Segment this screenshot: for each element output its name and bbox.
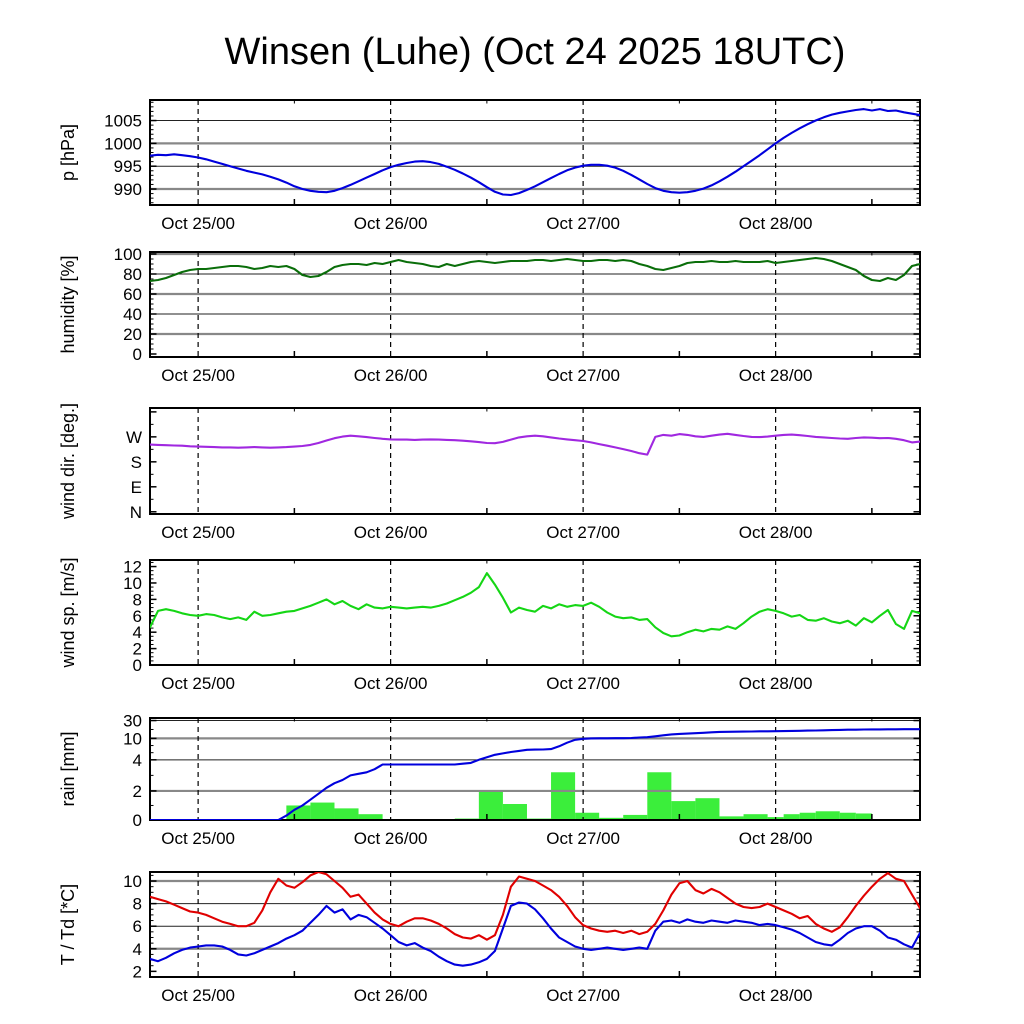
rain-bar [840,813,856,819]
y-tick-label: 8 [132,894,142,914]
y-tick-label: 80 [123,265,142,284]
panel-wind-direction [58,403,920,542]
y-tick-label: 0 [132,345,142,364]
rain-bar [479,791,503,819]
x-date-label: Oct 27/00 [546,986,620,1005]
rain-bar [744,814,768,819]
x-date-label: Oct 25/00 [161,366,235,385]
x-date-label: Oct 26/00 [353,366,428,385]
rain-bar [671,801,695,819]
y-tick-label: 1005 [104,111,142,131]
series-wind-direction [150,434,920,455]
series-dewpoint [150,903,920,966]
rain-bar [816,811,840,819]
y-tick-label: N [129,502,142,522]
x-date-label: Oct 28/00 [738,829,813,848]
y-tick-label: 2 [132,781,142,801]
rain-bar [551,772,575,819]
rain-bar [334,808,358,819]
rain-bars [286,772,872,819]
rain-bar [719,816,743,819]
y-tick-label: 10 [123,573,142,593]
y-tick-label: 4 [132,939,142,959]
y-tick-label: 0 [132,811,142,830]
x-date-label: Oct 26/00 [353,829,428,848]
rain-bar [359,814,383,819]
x-date-label: Oct 27/00 [546,214,620,233]
y-tick-label: 100 [113,245,142,264]
x-date-label: Oct 25/00 [161,523,235,542]
panel-frame [150,408,920,514]
y-tick-label: 10 [123,729,142,749]
panel-temperature [58,872,920,1005]
rain-bar [695,798,719,819]
x-date-label: Oct 27/00 [546,829,620,848]
y-tick-label: 30 [123,711,142,731]
y-axis-label-humidity: humidity [%] [58,255,78,354]
y-tick-label: 0 [132,656,142,675]
y-tick-label: 8 [132,590,142,610]
series-temperature [150,872,920,940]
x-date-label: Oct 28/00 [738,674,813,693]
y-axis-label-wind-speed: wind sp. [m/s] [58,557,78,668]
panel-wind-speed [58,557,920,693]
y-tick-label: 2 [132,962,142,982]
y-tick-label: 20 [123,325,142,344]
rain-bar [784,814,800,819]
meteogram-panels [58,100,920,1005]
rain-bar [503,804,527,819]
x-date-label: Oct 25/00 [161,829,235,848]
y-tick-label: 6 [132,917,142,937]
y-tick-label: 40 [123,305,142,324]
x-date-label: Oct 28/00 [738,986,813,1005]
y-tick-label: 995 [113,157,142,177]
y-tick-label: 60 [123,285,142,304]
rain-bar [623,815,647,819]
panel-humidity [58,245,920,385]
x-date-label: Oct 28/00 [738,214,813,233]
rain-bar [310,803,334,819]
rain-bar [856,813,872,819]
y-tick-label: W [125,427,142,447]
y-tick-label: S [130,452,142,472]
x-date-label: Oct 26/00 [353,674,428,693]
y-tick-label: 1000 [104,134,142,154]
y-axis-label-wind-direction: wind dir. [deg.] [58,402,78,520]
y-tick-label: 12 [123,557,142,577]
y-axis-label-rain: rain [mm] [58,731,78,807]
x-date-label: Oct 26/00 [353,523,428,542]
rain-bar [599,818,623,819]
x-date-label: Oct 28/00 [738,523,813,542]
y-tick-label: 990 [113,180,142,200]
y-tick-label: 4 [132,623,142,643]
panel-frame [150,718,920,820]
y-axis-label-pressure: p [hPa] [58,123,78,182]
rain-bar [647,772,671,819]
y-tick-label: 4 [132,750,142,770]
x-date-label: Oct 27/00 [546,674,620,693]
x-date-label: Oct 28/00 [738,366,813,385]
rain-bar [575,813,599,819]
panel-pressure [58,100,920,233]
y-tick-label: 10 [123,872,142,892]
y-tick-label: E [130,477,142,497]
x-date-label: Oct 27/00 [546,366,620,385]
x-date-label: Oct 25/00 [161,214,235,233]
x-date-label: Oct 27/00 [546,523,620,542]
series-rain-accumulated [150,729,920,820]
series-pressure [150,109,920,195]
panel-rain [58,712,920,848]
series-humidity [150,258,920,281]
rain-bar [800,813,816,819]
y-axis-label-temperature: T / Td [*C] [58,883,78,966]
x-date-label: Oct 25/00 [161,986,235,1005]
y-tick-label: 6 [132,606,142,626]
chart-title: Winsen (Luhe) (Oct 24 2025 18UTC) [224,31,846,73]
panel-frame [150,872,920,977]
series-wind-speed [150,573,920,636]
x-date-label: Oct 26/00 [353,214,428,233]
y-tick-label: 2 [132,639,142,659]
x-date-label: Oct 26/00 [353,986,428,1005]
x-date-label: Oct 25/00 [161,674,235,693]
